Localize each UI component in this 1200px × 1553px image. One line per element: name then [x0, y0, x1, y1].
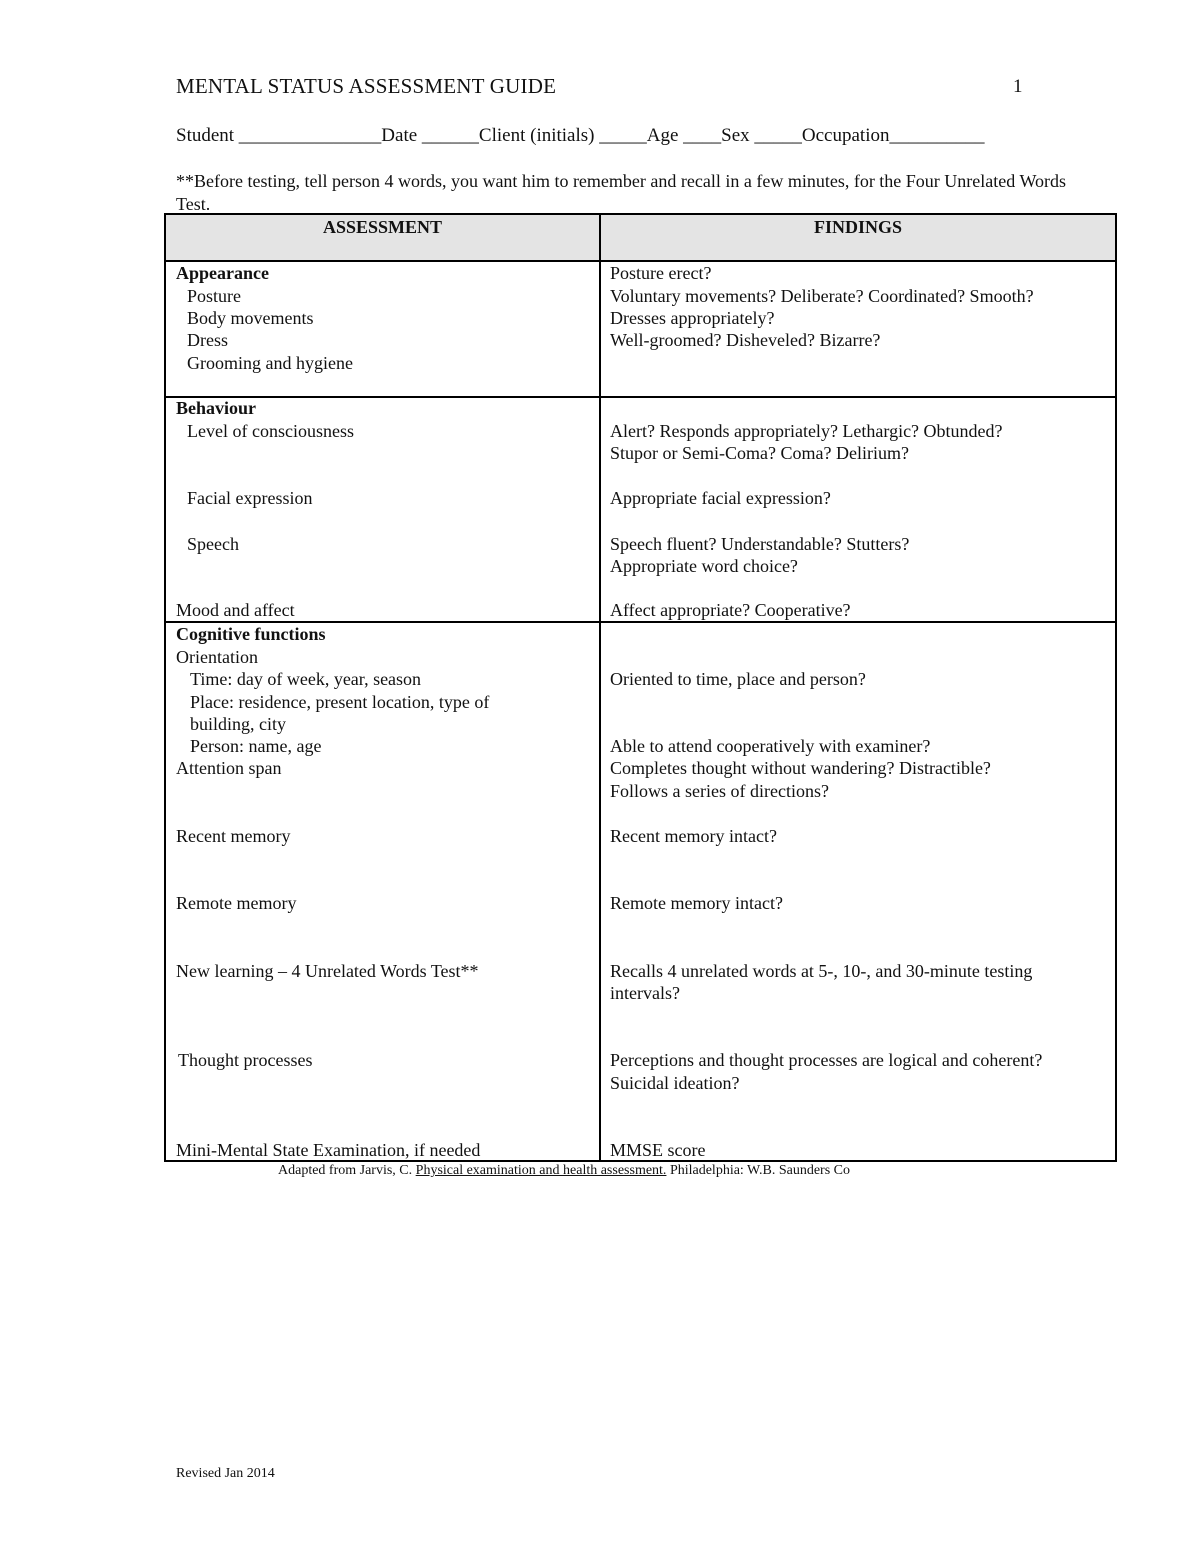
cognitive-finding-attention-3: Follows a series of directions? — [610, 781, 829, 801]
behaviour-finding-facial: Appropriate facial expression? — [610, 488, 831, 508]
cognitive-finding-remote-memory: Remote memory intact? — [610, 893, 783, 913]
page-number: 1 — [1013, 76, 1023, 97]
behaviour-finding-speech-2: Appropriate word choice? — [610, 556, 798, 576]
behaviour-finding-consciousness-1: Alert? Responds appropriately? Lethargic? Obtunded? — [610, 421, 1003, 441]
cognitive-item-new-learning: New learning – 4 Unrelated Words Test** — [176, 961, 479, 981]
cognitive-heading: Cognitive functions — [176, 624, 326, 644]
cognitive-item-thought: Thought processes — [178, 1050, 313, 1070]
cognitive-item-person: Person: name, age — [190, 736, 322, 756]
behaviour-heading: Behaviour — [176, 398, 257, 418]
cognitive-item-place-1: Place: residence, present location, type of — [190, 692, 490, 712]
cognitive-finding-thought-2: Suicidal ideation? — [610, 1073, 740, 1093]
behaviour-finding-mood: Affect appropriate? Cooperative? — [610, 600, 851, 620]
cognitive-finding-orientation: Oriented to time, place and person? — [610, 669, 866, 689]
appearance-item-grooming: Grooming and hygiene — [187, 353, 353, 373]
appearance-finding-grooming: Well-groomed? Disheveled? Bizarre? — [610, 330, 881, 350]
cognitive-item-place-2: building, city — [190, 714, 286, 734]
cognitive-item-time: Time: day of week, year, season — [190, 669, 422, 689]
behaviour-item-speech: Speech — [187, 534, 239, 554]
behaviour-finding-speech-1: Speech fluent? Understandable? Stutters? — [610, 534, 910, 554]
cognitive-finding-thought-1: Perceptions and thought processes are logical and coherent? — [610, 1050, 1043, 1070]
cognitive-finding-mmse: MMSE score — [610, 1140, 706, 1160]
appearance-item-dress: Dress — [187, 330, 228, 350]
appearance-finding-posture: Posture erect? — [610, 263, 712, 283]
cognitive-item-attention: Attention span — [176, 758, 282, 778]
cognitive-item-orientation: Orientation — [176, 647, 258, 667]
cognitive-finding-attention-1: Able to attend cooperatively with examiner? — [610, 736, 931, 756]
cognitive-item-recent-memory: Recent memory — [176, 826, 291, 846]
instruction-note: **Before testing, tell person 4 words, you want him to remember and recall in a few minutes, for the Four Unrelated Words Test. — [176, 171, 1066, 214]
cognitive-item-mmse: Mini-Mental State Examination, if needed — [176, 1140, 481, 1160]
cognitive-finding-new-learning-2: intervals? — [610, 983, 680, 1003]
appearance-item-posture: Posture — [187, 286, 241, 306]
header-divider — [164, 260, 1117, 262]
student-info-line: Student _______________Date ______Client (initials) _____Age ____Sex _____Occupation__________ — [176, 125, 985, 146]
column-divider — [599, 213, 601, 1162]
cognitive-item-remote-memory: Remote memory — [176, 893, 297, 913]
revision-date: Revised Jan 2014 — [176, 1466, 275, 1481]
behaviour-item-mood: Mood and affect — [176, 600, 295, 620]
document-title: MENTAL STATUS ASSESSMENT GUIDE — [176, 74, 557, 98]
appearance-divider — [164, 396, 1117, 398]
behaviour-finding-consciousness-2: Stupor or Semi-Coma? Coma? Delirium? — [610, 443, 909, 463]
citation-prefix: Adapted from Jarvis, C. — [278, 1163, 416, 1178]
appearance-heading: Appearance — [176, 263, 269, 283]
appearance-item-body-movements: Body movements — [187, 308, 314, 328]
cognitive-finding-recent-memory: Recent memory intact? — [610, 826, 777, 846]
behaviour-divider — [164, 621, 1117, 623]
appearance-finding-dress: Dresses appropriately? — [610, 308, 775, 328]
behaviour-item-facial: Facial expression — [187, 488, 313, 508]
cognitive-finding-attention-2: Completes thought without wandering? Distractible? — [610, 758, 991, 778]
findings-column-header: FINDINGS — [813, 217, 902, 237]
cognitive-finding-new-learning-1: Recalls 4 unrelated words at 5-, 10-, and 30-minute testing — [610, 961, 1033, 981]
citation-suffix: Philadelphia: W.B. Saunders Co — [666, 1163, 850, 1178]
appearance-finding-movements: Voluntary movements? Deliberate? Coordinated? Smooth? — [610, 286, 1034, 306]
assessment-column-header: ASSESSMENT — [322, 217, 443, 237]
citation-title: Physical examination and health assessment. — [415, 1163, 667, 1178]
source-citation — [278, 1163, 850, 1179]
behaviour-item-consciousness: Level of consciousness — [187, 421, 354, 441]
